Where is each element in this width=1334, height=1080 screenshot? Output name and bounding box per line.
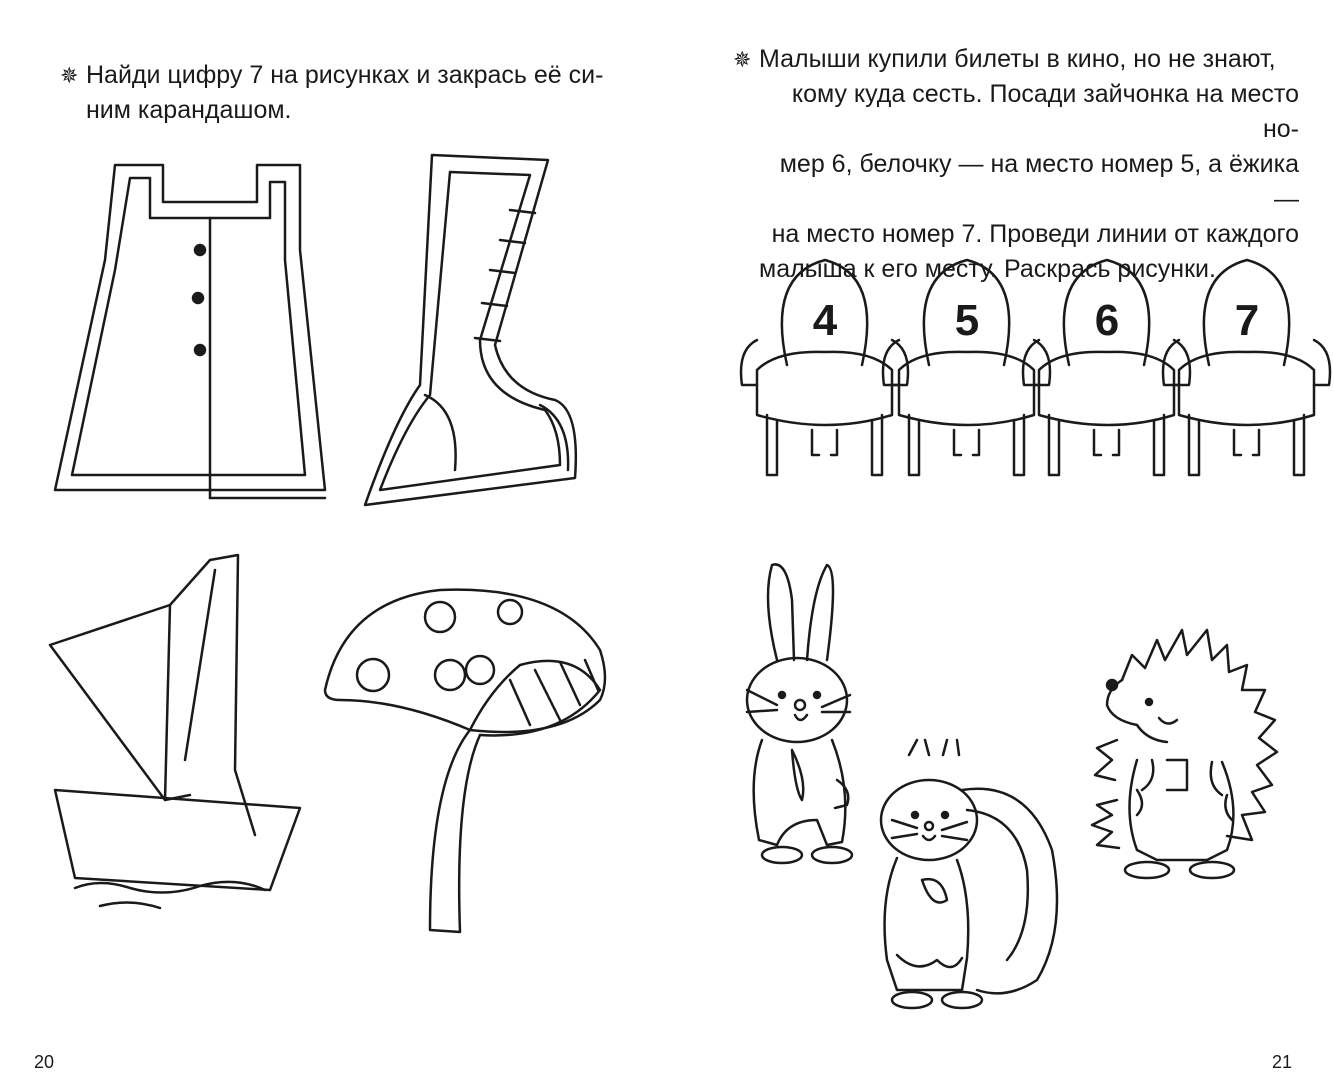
seat-number-4: 4 bbox=[812, 296, 838, 345]
boot-drawing bbox=[365, 155, 576, 505]
task-text-line-5: малыша к его месту. Раскрась рисунки. bbox=[759, 255, 1216, 283]
right-illustrations bbox=[667, 0, 1334, 1080]
dress-drawing bbox=[55, 165, 325, 498]
seat-number-5: 5 bbox=[954, 296, 980, 345]
boat-drawing bbox=[50, 555, 300, 908]
seat-7 bbox=[1163, 260, 1330, 475]
task-text-line-3: мер 6, белочку — на место номер 5, а ёжика — bbox=[779, 150, 1299, 213]
task-text-line-2: ним карандашом. bbox=[86, 96, 292, 124]
star-marker-icon: ✵ bbox=[60, 63, 79, 88]
page-number-right: 21 bbox=[1272, 1052, 1293, 1072]
seat-number-7: 7 bbox=[1234, 296, 1260, 345]
squirrel-drawing bbox=[881, 740, 1057, 1008]
task-text-line-1: Найди цифру 7 на рисунках и закрась её си- bbox=[86, 61, 604, 89]
right-page bbox=[667, 0, 1334, 1080]
task-text-line-4: на место номер 7. Проведи линии от каждого bbox=[771, 220, 1299, 248]
star-marker-icon: ✵ bbox=[733, 47, 752, 72]
bunny-drawing bbox=[747, 564, 852, 863]
seat-number-6: 6 bbox=[1094, 296, 1120, 345]
page-number-left: 20 bbox=[34, 1052, 55, 1072]
task-text-line-2: кому куда сесть. Посади зайчонка на место но- bbox=[791, 80, 1299, 143]
hedgehog-drawing bbox=[1092, 630, 1277, 878]
mushroom-drawing bbox=[325, 590, 605, 932]
seat-6 bbox=[1023, 260, 1190, 475]
task-text-line-1: Малыши купили билеты в кино, но не знают, bbox=[759, 45, 1276, 73]
